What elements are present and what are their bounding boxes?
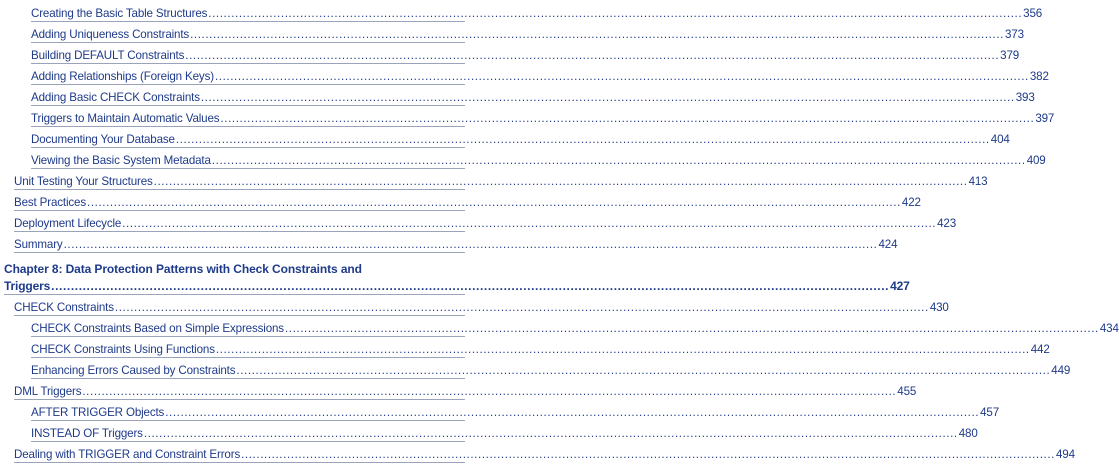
toc-entry-page: 382 xyxy=(1029,70,1049,83)
toc-entry-label: CHECK Constraints xyxy=(14,301,114,314)
dot-leader: ..................................................................................................................................................................................................................... xyxy=(208,7,1023,20)
chapter-title-continued: Triggers xyxy=(4,279,51,293)
dot-leader: ..................................................................................................................................................................................................................... xyxy=(214,70,1029,83)
toc-entry-label: INSTEAD OF Triggers xyxy=(31,427,143,440)
toc-entry-label: CHECK Constraints Using Functions xyxy=(31,343,215,356)
toc-entry-label: CHECK Constraints Based on Simple Expressions xyxy=(31,322,284,335)
toc-entry-page: 457 xyxy=(980,406,1000,419)
toc-entry-page: 480 xyxy=(958,427,978,440)
dot-leader: ..................................................................................................................................................................................................................... xyxy=(190,28,1004,41)
toc-entry[interactable] xyxy=(31,426,978,442)
toc-entry-page: 423 xyxy=(937,217,957,230)
toc-entry-label: Unit Testing Your Structures xyxy=(14,175,153,188)
dot-leader: ..................................................................................................................................................................................................................... xyxy=(236,364,1051,377)
toc-entry-label: Creating the Basic Table Structures xyxy=(31,7,208,20)
toc-entry-page: 422 xyxy=(901,196,921,209)
toc-entry[interactable] xyxy=(31,342,1050,358)
dot-leader: ..................................................................................................................................................................................................................... xyxy=(87,196,901,209)
toc-entry[interactable] xyxy=(31,48,1020,64)
toc-entry-page: 413 xyxy=(968,175,988,188)
chapter-entry[interactable] xyxy=(4,279,910,295)
dot-leader: ..................................................................................................................................................................................................................... xyxy=(114,301,929,314)
dot-leader: ..................................................................................................................................................................................................................... xyxy=(82,385,897,398)
toc-entry-label: AFTER TRIGGER Objects xyxy=(31,406,165,419)
toc-entry-label: Adding Basic CHECK Constraints xyxy=(31,91,200,104)
toc-entry-label: DML Triggers xyxy=(14,385,82,398)
dot-leader: ..................................................................................................................................................................................................................... xyxy=(185,49,1000,62)
toc-entry-page: 430 xyxy=(929,301,949,314)
dot-leader: ..................................................................................................................................................................................................................... xyxy=(51,279,890,293)
toc-entry-page: 397 xyxy=(1035,112,1055,125)
toc-entry-label: Adding Uniqueness Constraints xyxy=(31,28,190,41)
toc-entry[interactable] xyxy=(14,216,957,232)
toc-entry[interactable] xyxy=(31,111,1055,127)
toc-entry-page: 424 xyxy=(878,238,898,251)
toc-entry-page: 356 xyxy=(1023,7,1043,20)
dot-leader: ..................................................................................................................................................................................................................... xyxy=(211,154,1026,167)
toc-entry-page: 373 xyxy=(1004,28,1024,41)
chapter-title[interactable]: Chapter 8: Data Protection Patterns with Check Constraints and xyxy=(4,262,362,276)
toc-entry-label: Deployment Lifecycle xyxy=(14,217,122,230)
toc-entry-label: Building DEFAULT Constraints xyxy=(31,49,185,62)
toc-entry-label: Summary xyxy=(14,238,63,251)
toc-entry-page: 455 xyxy=(897,385,917,398)
chapter-page: 427 xyxy=(890,279,910,293)
dot-leader: ..................................................................................................................................................................................................................... xyxy=(220,112,1035,125)
toc-entry[interactable] xyxy=(31,27,1024,43)
dot-leader: ..................................................................................................................................................................................................................... xyxy=(200,91,1015,104)
toc-entry[interactable] xyxy=(14,195,921,211)
toc-entry-page: 442 xyxy=(1030,343,1050,356)
toc-entry-page: 449 xyxy=(1051,364,1071,377)
dot-leader: ..................................................................................................................................................................................................................... xyxy=(284,322,1099,335)
toc-entry[interactable] xyxy=(31,6,1043,22)
toc-entry[interactable] xyxy=(31,321,1119,337)
toc-entry[interactable] xyxy=(31,405,1000,421)
toc-entry[interactable] xyxy=(14,300,949,316)
toc-entry-label: Best Practices xyxy=(14,196,86,209)
dot-leader: ..................................................................................................................................................................................................................... xyxy=(143,427,958,440)
toc-entry-page: 379 xyxy=(1000,49,1020,62)
toc-entry[interactable] xyxy=(31,69,1049,85)
toc-entry-label: Adding Relationships (Foreign Keys) xyxy=(31,70,214,83)
toc-entry[interactable] xyxy=(31,132,1010,148)
toc-entry-label: Dealing with TRIGGER and Constraint Errors xyxy=(14,448,241,461)
dot-leader: ..................................................................................................................................................................................................................... xyxy=(175,133,990,146)
toc-entry-label: Documenting Your Database xyxy=(31,133,175,146)
toc-entry[interactable] xyxy=(14,447,1075,463)
dot-leader: ..................................................................................................................................................................................................................... xyxy=(165,406,980,419)
toc-entry-label: Triggers to Maintain Automatic Values xyxy=(31,112,220,125)
toc-entry-page: 393 xyxy=(1015,91,1035,104)
toc-entry-page: 404 xyxy=(990,133,1010,146)
toc-entry-page: 409 xyxy=(1026,154,1046,167)
dot-leader: ..................................................................................................................................................................................................................... xyxy=(215,343,1030,356)
dot-leader: ..................................................................................................................................................................................................................... xyxy=(63,238,878,251)
toc-entry[interactable] xyxy=(14,237,898,253)
toc-entry[interactable] xyxy=(14,384,917,400)
toc-entry[interactable] xyxy=(14,174,988,190)
toc-entry-page: 494 xyxy=(1056,448,1075,461)
dot-leader: ..................................................................................................................................................................................................................... xyxy=(241,448,1055,461)
dot-leader: ..................................................................................................................................................................................................................... xyxy=(153,175,968,188)
toc-entry[interactable] xyxy=(31,363,1071,379)
toc-entry[interactable] xyxy=(31,90,1035,106)
toc-entry-label: Enhancing Errors Caused by Constraints xyxy=(31,364,236,377)
toc-entry-page: 434 xyxy=(1099,322,1119,335)
dot-leader: ..................................................................................................................................................................................................................... xyxy=(122,217,937,230)
toc-entry[interactable] xyxy=(31,153,1046,169)
toc-entry-label: Viewing the Basic System Metadata xyxy=(31,154,211,167)
